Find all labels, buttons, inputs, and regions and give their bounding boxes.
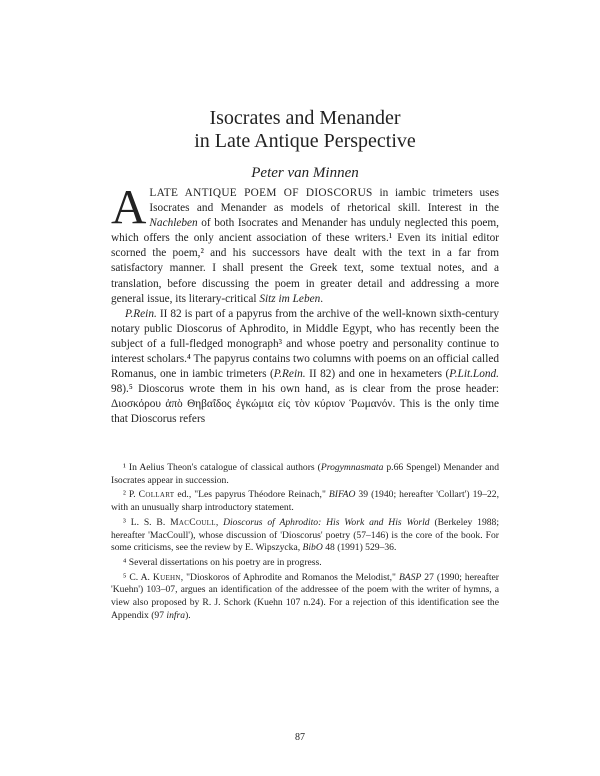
text-run: ⁴ Several dissertations on his poetry are in progress. [123, 556, 322, 568]
text-run: of both Isocrates and Menander has unduly neglected this poem, which offers the only ancient association of these writers.¹ Even its initial editor scorned the poem,² and his successors have dealt with the text in a far from satisfactory manner. I shall present the Greek text, some textual notes, and a translation, before discussing the poem in greater detail and addressing a more general issue, its literary-critical [111, 217, 499, 305]
paragraph-1 [111, 179, 499, 307]
text-run: ed., "Les papyrus Théodore Reinach," [174, 489, 329, 501]
italic-term: Sitz im Leben [259, 292, 321, 305]
italic-term: Nachleben [149, 217, 198, 230]
italic-term: BASP [398, 571, 422, 583]
italic-term: P.Lit.Lond. [449, 368, 499, 381]
small-caps-name: Kuehn [152, 571, 181, 583]
italic-term: P.Rein. [125, 307, 157, 320]
text-run: 27 (1990; hereafter 'Kuehn') 103–07, argues an identification of the addressee of the poem with the writer of hymns, a view also proposed by R. J. Schork (Kuehn 107 n.24). For a rejection of this identification see the Appendix (97 [111, 571, 499, 621]
text-run: II 82 is part of a papyrus from the archive of the well-known sixth-century notary public Dioscorus of Aphrodito, in Middle Egypt, who has recently been the subject of a full-fledged monograph³ and whose poetry and personality continue to interest scholars.⁴ The papyrus contains two columns with poems on an official called Romanus, one in iambic trimeters ( [111, 307, 499, 381]
text-run: ). [185, 609, 191, 621]
article-title [100, 107, 510, 153]
text-run: 39 (1940; hereafter 'Collart') 19–22, with an unusually sharp introductory statement. [111, 489, 500, 514]
author-name: Peter van Minnen [251, 165, 359, 181]
text-run: p.66 Spengel) Menander and Isocrates appear in succession. [111, 462, 499, 486]
text-run: ³ L. S. B. [123, 516, 171, 528]
footnote-2 [111, 489, 499, 514]
text-run: . [320, 292, 324, 305]
small-caps-name: MacCoull [170, 516, 216, 528]
italic-term: P.Rein. [273, 368, 306, 381]
footnotes [111, 462, 499, 622]
footnote-3 [111, 517, 499, 555]
text-run: ² P. [123, 489, 139, 501]
text-run: , "Dioskoros of Aphrodite and Romanos the Melodist," [180, 571, 399, 583]
text-run: II 82) and one in hexameters ( [305, 368, 450, 381]
italic-term: BibO [302, 542, 323, 554]
title-line-2: in Late Antique Perspective [194, 130, 416, 152]
page-number: 87 [295, 732, 305, 743]
italic-term: infra [166, 609, 186, 621]
text-run: 48 (1991) 529–36. [322, 542, 397, 554]
drop-cap: A [111, 179, 147, 234]
italic-term: Dioscorus of Aphrodito: His Work and His World [223, 516, 430, 528]
body-text [111, 179, 499, 428]
title-line-1: Isocrates and Menander [209, 107, 401, 129]
footnote-5 [111, 572, 499, 623]
text-run: , [215, 516, 224, 528]
text-run: in iambic trimeters uses Isocrates and Menander as models of rhetorical skill. Interest in the [149, 187, 499, 215]
footnote-1 [111, 462, 499, 487]
small-caps-name: Collart [138, 489, 175, 501]
text-run: ⁵ C. A. [123, 571, 153, 583]
paragraph-2 [111, 307, 499, 428]
lead-in-small-caps: LATE ANTIQUE POEM OF DIOSCORUS [149, 187, 373, 199]
italic-term: BIFAO [328, 489, 356, 501]
footnote-4 [111, 557, 499, 570]
italic-term: Progymnasmata [320, 462, 384, 473]
text-run: (Berkeley 1988; hereafter 'MacCoull'), whose discussion of 'Dioscorus' poetry (57–146) is the core of the book. For some criticisms, see the review by E. Wipszycka, [111, 516, 499, 554]
text-run: ¹ In Aelius Theon's catalogue of classical authors ( [123, 462, 321, 473]
text-run: 98).⁵ Dioscorus wrote them in his own hand, as is clear from the prose header: Διοσκόρου ἀπὸ Θηβαΐδος ἐγκώμια εἰς τὸν κύριον Ῥωμανόν. This is the only time that Dioscorus refers [111, 383, 499, 426]
